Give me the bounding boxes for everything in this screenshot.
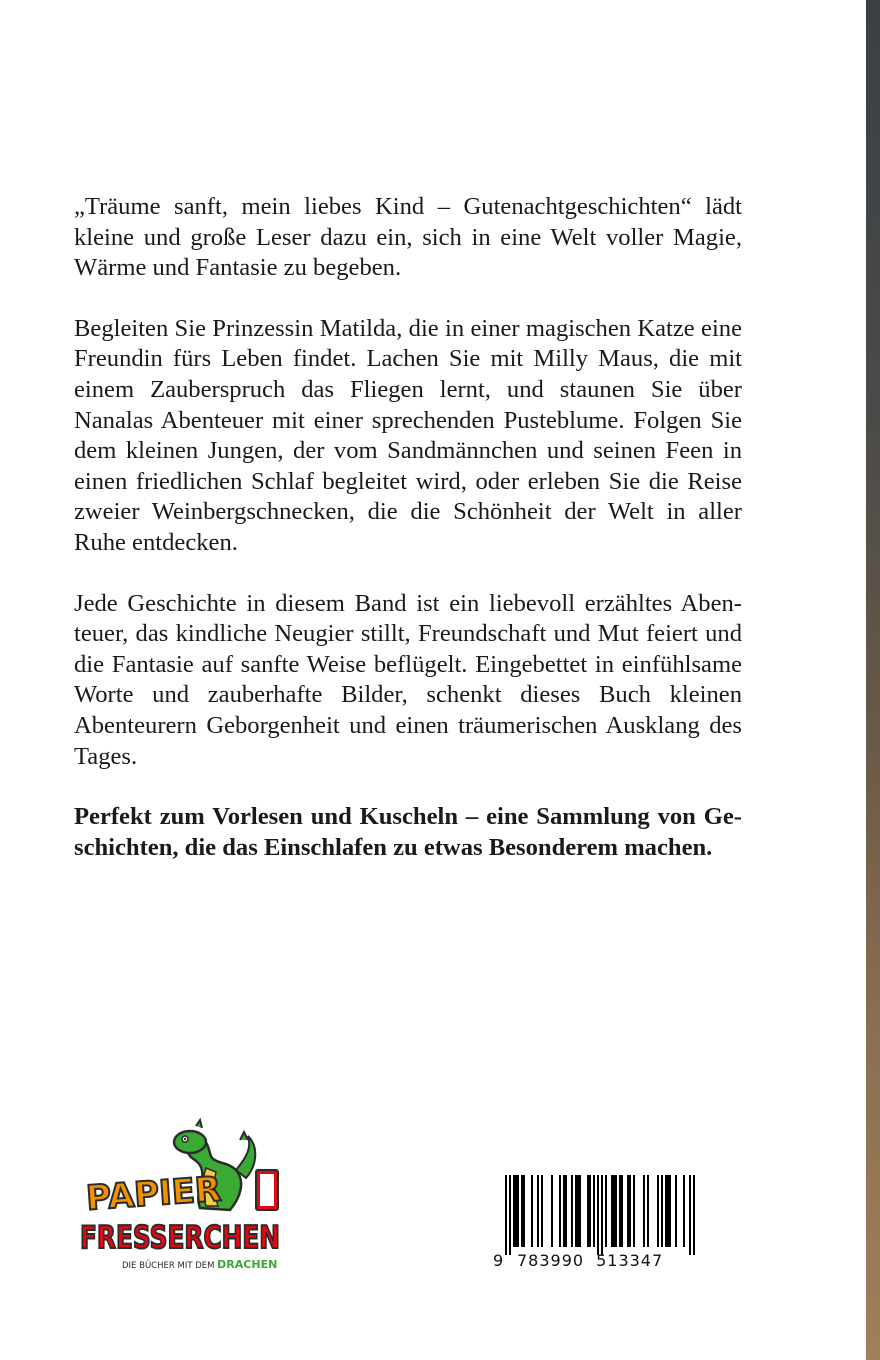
barcode-bar [541,1175,543,1247]
barcode-bar [589,1175,591,1247]
isbn-first-digit: 9 [493,1251,505,1270]
barcode-bar [661,1175,663,1247]
barcode-bar [509,1175,511,1255]
publisher-logo [80,1118,285,1273]
barcode-bar [615,1175,617,1247]
barcode-bar [563,1175,565,1247]
barcode-bar [627,1175,629,1247]
barcode-bar [513,1175,515,1247]
barcode-bar [601,1175,603,1255]
isbn-number [493,1251,695,1270]
barcode-bar [517,1175,519,1247]
barcode-bar [667,1175,669,1247]
blurb-paragraph-stories: Begleiten Sie Prinzessin Matilda, die in einer magischen Katze eine Freundin fürs Leben findet. Lachen Sie mit Milly Maus, die mit einem Zauberspruch das Fliegen lernt, und staunen Sie über Nanalas Abenteuer mit einer sprechenden Pusteblume. Folgen Sie dem kleinen Jungen, der vom Sandmännchen und seinen Feen in einen friedlichen Schlaf begleitet wird, oder erleben Sie die Reise zweier Weinbergschnecken, die die Schönheit der Welt in aller Ruhe entdecken. [74,314,742,556]
back-cover-blurb [74,192,742,893]
barcode-bar [515,1175,517,1247]
barcode-bar [669,1175,671,1247]
barcode-bar [523,1175,525,1247]
barcode-bar [597,1175,599,1255]
dragon-logo-icon [80,1118,285,1273]
barcode-bar [665,1175,667,1247]
barcode-bar [521,1175,523,1247]
barcode-bar [619,1175,621,1247]
isbn-group-right: 513347 [596,1251,664,1270]
blurb-paragraph-description: Jede Geschichte in diesem Band ist ein liebevoll erzähltes Abenteuer, das kindliche Neugier stillt, Freundschaft und Mut feiert und die Fantasie auf sanfte Weise beflügelt. Eingebettet in einfühlsame Worte und zauberhafte Bilder, schenkt dieses Buch kleinen Abenteurern Geborgenheit und einen träumerischen Ausklang des Tages. [74,589,742,770]
barcode-bar [537,1175,539,1247]
blurb-paragraph-tagline: Perfekt zum Vorlesen und Kuscheln – eine Sammlung von Geschichten, die das Einschlafen zu etwas Besonderem machen. [74,803,742,861]
barcode-bar [683,1175,685,1247]
barcode-bar [657,1175,659,1247]
barcode-bar [621,1175,623,1247]
publisher-name-line1: PAPIER [84,1169,223,1219]
barcode-bar [593,1175,595,1247]
barcode-bar [675,1175,677,1247]
barcode-bar [505,1175,507,1255]
publisher-name-line2: FRESSERCHEN [80,1220,280,1256]
barcode-bar [605,1175,607,1247]
barcode-bar [693,1175,695,1255]
barcode-bar [575,1175,577,1247]
barcode-bar [613,1175,615,1247]
barcode-bar [689,1175,691,1255]
barcode-bar [565,1175,567,1247]
barcode-bar [551,1175,553,1247]
barcode-bar [577,1175,579,1247]
publisher-tagline: DIE BÜCHER MIT DEM DRACHEN [122,1258,278,1271]
barcode-bar [587,1175,589,1247]
barcode-bar [531,1175,533,1247]
barcode-bar [571,1175,573,1247]
blurb-paragraph-intro: „Träume sanft, mein liebes Kind – Gutenachtgeschichten“ lädt kleine und große Leser dazu ein, sich in eine Welt voller Magie, Wärme und Fantasie zu begeben. [74,193,742,282]
cover-spine-edge [866,0,880,1360]
isbn-group-left: 783990 [517,1251,585,1270]
barcode-bar [611,1175,613,1247]
barcode-bar [647,1175,649,1247]
barcode-bar [559,1175,561,1247]
barcode-bar [633,1175,635,1247]
barcode-bar [643,1175,645,1247]
barcode-bars [493,1175,695,1255]
barcode-bar [629,1175,631,1247]
barcode-bar [579,1175,581,1247]
